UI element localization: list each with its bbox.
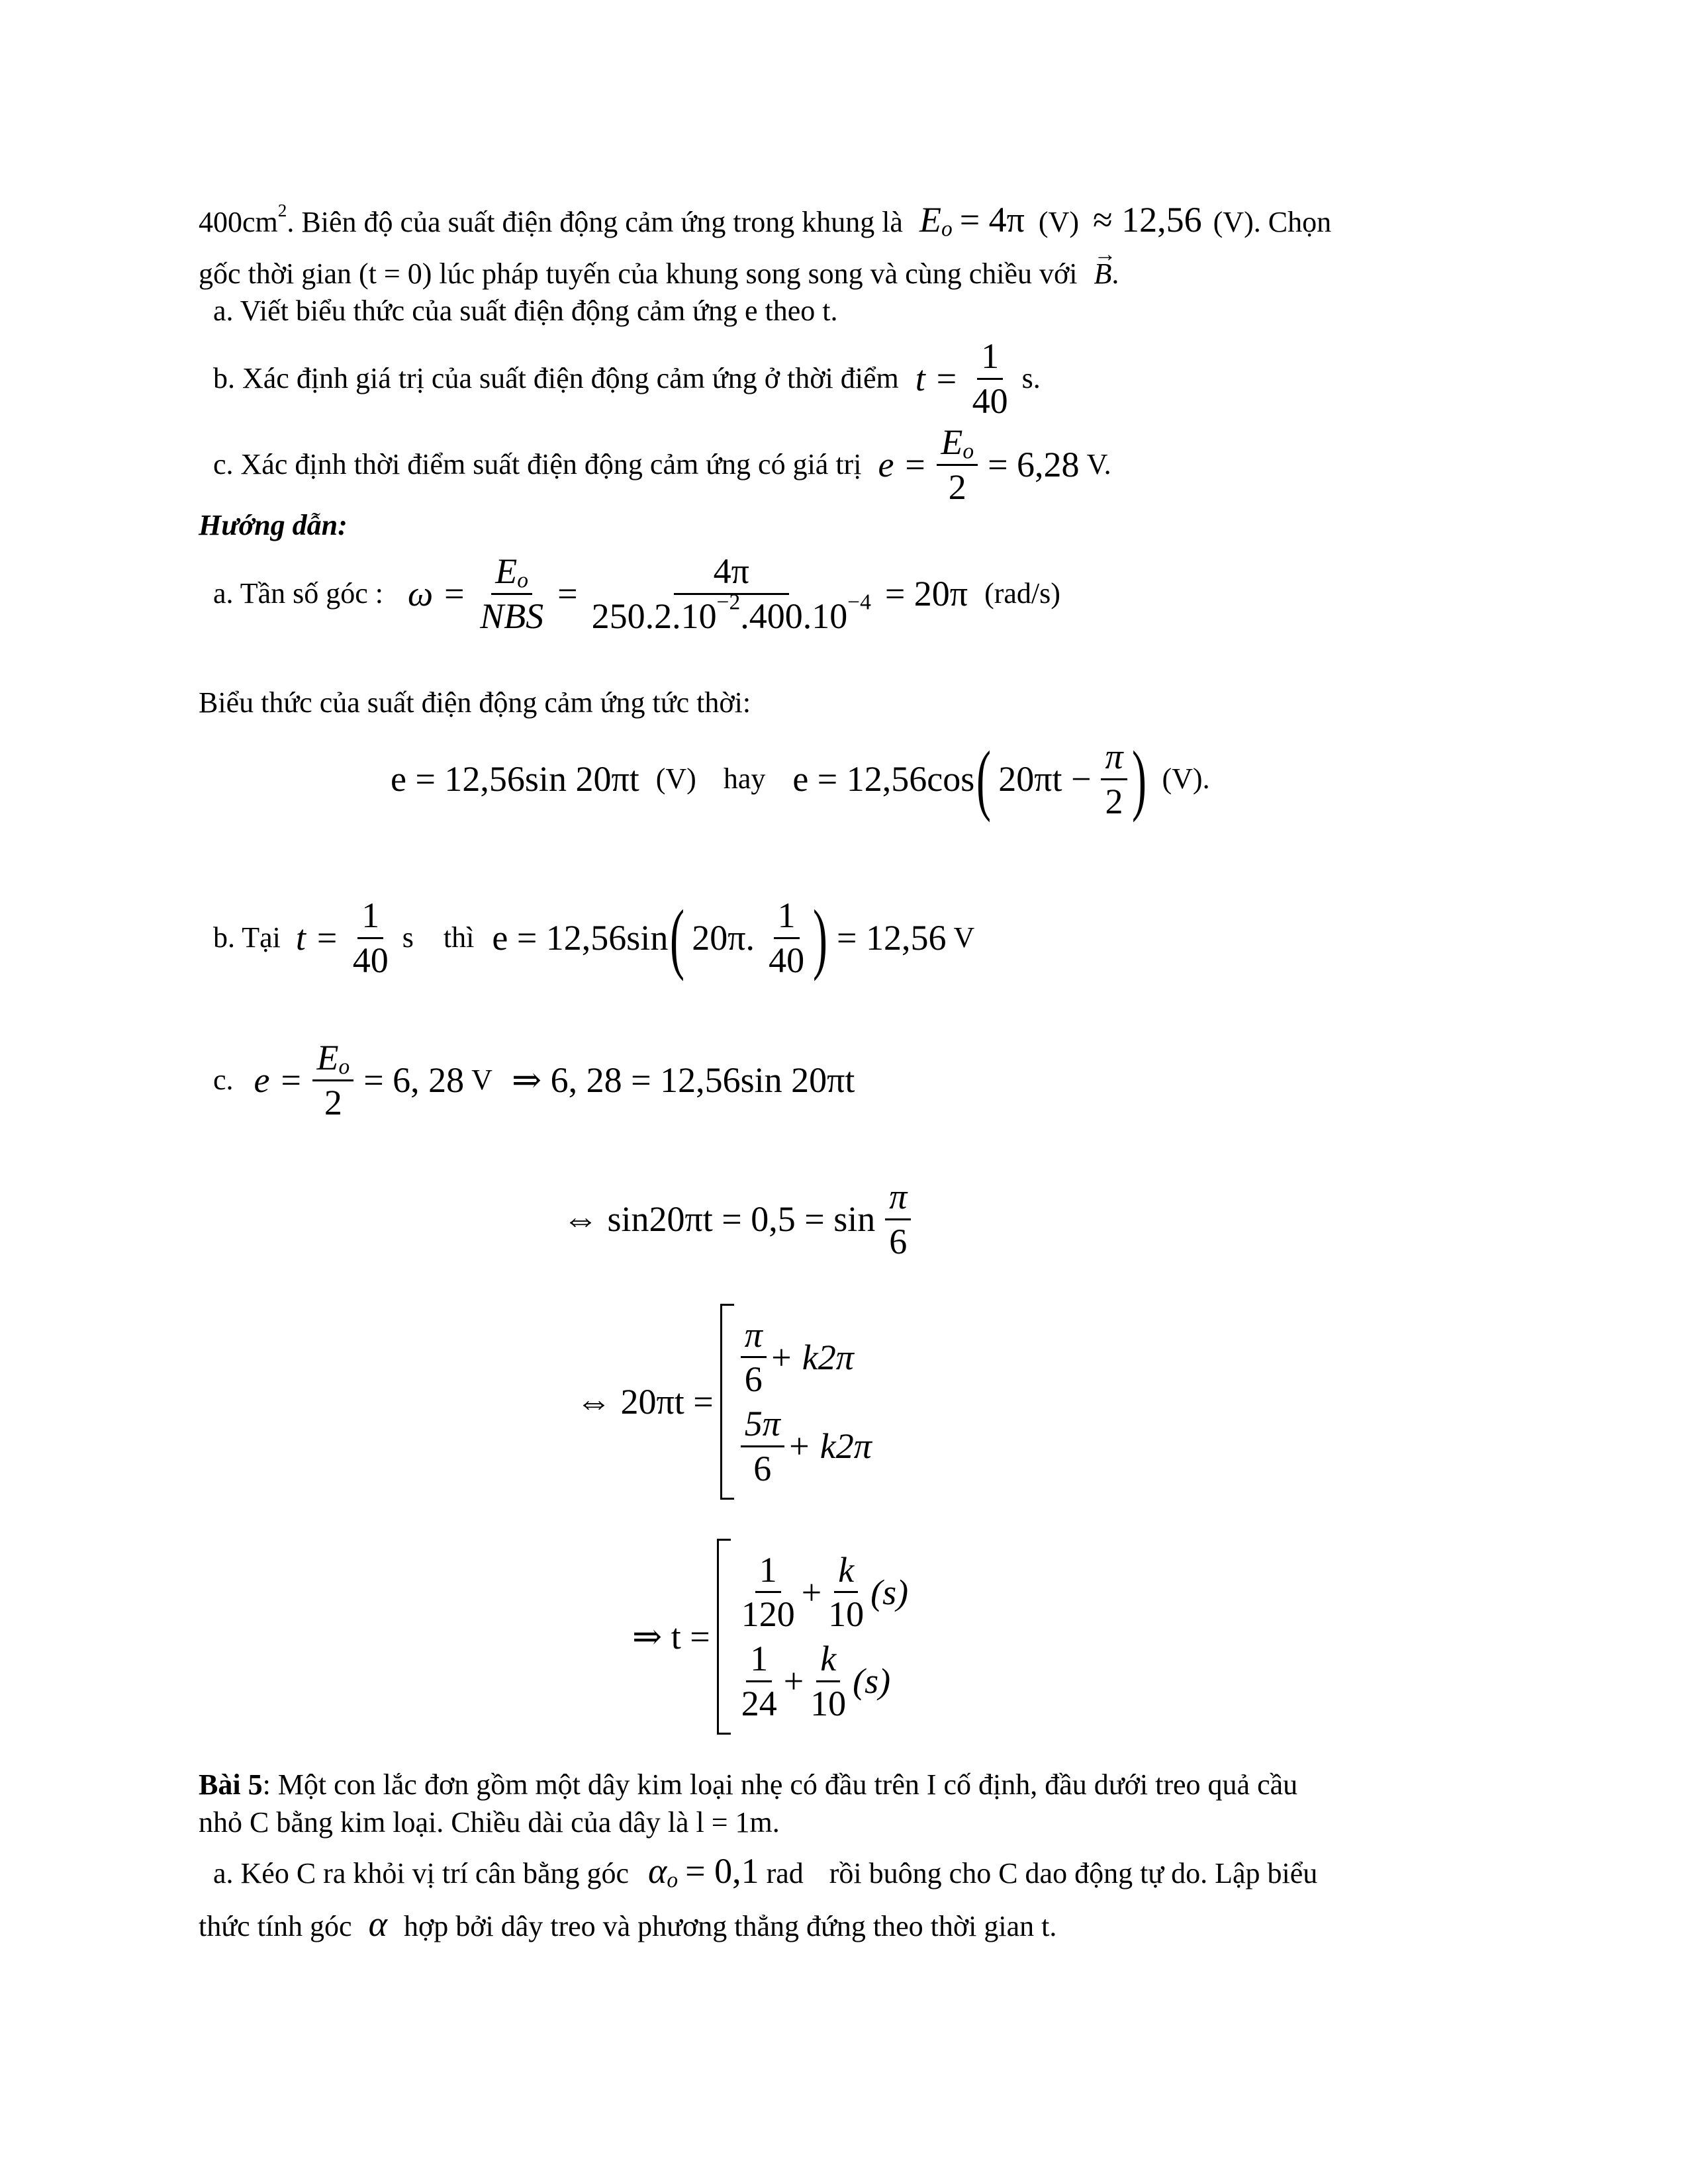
intro-line-1: [199, 200, 1332, 242]
question-c-unit: V.: [1086, 448, 1111, 481]
expression-cos-fraction: $\frac{\pi}{2}$: [1101, 738, 1127, 820]
omega-fraction-1: $\frac{E_o}{\text{NBS}}$: [480, 551, 544, 636]
question-c-fraction: $\frac{E_o}{2}$: [937, 424, 978, 506]
intro-line-2: [199, 242, 1119, 290]
guide-b-inner-fraction: $\frac{1}{40}$: [769, 895, 805, 980]
guide-heading: Hướng dẫn:: [199, 509, 348, 541]
guide-c-var: e =: [254, 1060, 303, 1101]
question-a: [213, 296, 838, 326]
bai5-last-pre: thức tính góc: [199, 1910, 352, 1942]
intro-text-2: gốc thời gian (t = 0) lúc pháp tuyến của khung song song và cùng chiều với: [199, 257, 1078, 290]
vector-b: → B: [1094, 242, 1117, 290]
guide-b-thi: thì: [443, 921, 475, 954]
paren-close: ): [1131, 735, 1147, 823]
bai5-a-text: a. Kéo C ra khỏi vị trí cân bằng góc: [213, 1857, 630, 1889]
question-c-text: c. Xác định thời điểm suất điện động cảm ứng có giá trị: [213, 448, 862, 481]
guide-b-result: = 12,56: [837, 918, 947, 958]
system2-row-1: $\frac{1}{120}$ + $\frac{k}{10}$ (s): [741, 1549, 909, 1635]
question-b-text: b. Xác định giá trị của suất điện động cảm ứng ở thời điểm: [213, 362, 899, 395]
bai5-last-line: [199, 1906, 1056, 1942]
guide-a-label: a. Tần số góc :: [213, 577, 384, 610]
question-c-value: = 6,28: [988, 445, 1080, 485]
sin-equation: ⇔ sin20πt = 0,5 = sin: [563, 1199, 876, 1240]
expression-cos-unit: (V).: [1162, 762, 1210, 796]
system1-lhs: ⇔ 20πt =: [576, 1382, 714, 1422]
guide-c-value: = 6, 28: [363, 1060, 465, 1101]
guide-b-arg: 20π.: [692, 918, 755, 958]
question-a-text: a. Viết biểu thức của suất điện động cảm ứng e theo t.: [213, 295, 838, 327]
guide-c-implication: ⇒ 6, 28 = 12,56sin 20πt: [511, 1060, 855, 1101]
area-exponent: 2: [277, 200, 287, 220]
question-c-var: e =: [878, 445, 927, 485]
alpha-o-symbol: $\alpha_o$: [648, 1851, 679, 1893]
bai5-text-1: : Một con lắc đơn gồm một dây kim loại nhẹ có đầu trên I cố định, đầu dưới treo quả cầu: [262, 1768, 1298, 1801]
system2-row-2: $\frac{1}{24}$ + $\frac{k}{10}$ (s): [741, 1639, 891, 1723]
guide-c-label: c.: [213, 1064, 234, 1097]
bai5-line-1: [199, 1770, 1297, 1799]
alpha-o-value: = 0,1: [685, 1851, 759, 1891]
expression-label: Biểu thức của suất điện động cảm ứng tức thời:: [199, 686, 751, 719]
guide-c-line2: [563, 1178, 914, 1260]
question-b-var: t =: [915, 359, 959, 399]
intro-period: .: [1111, 257, 1119, 290]
guide-b: [213, 893, 975, 982]
system1-row-1: $\frac{\pi}{6}$ + k2π: [738, 1316, 872, 1398]
intro-text-1: . Biên độ của suất điện động cảm ứng trong khung là: [287, 206, 903, 238]
bai5-text-2: nhỏ C bằng kim loại. Chiều dài của dây là l = 1m.: [199, 1806, 780, 1839]
expression-row: [391, 735, 1210, 823]
system1-row-2: $\frac{5\pi}{6}$ + k2π: [738, 1405, 872, 1487]
omega-symbol: ω =: [408, 574, 467, 614]
paren-open-b: (: [670, 893, 685, 982]
unit-v-1: (V): [1038, 206, 1080, 238]
bai5-last-rest: hợp bởi dây treo và phương thẳng đứng theo thời gian t.: [403, 1910, 1057, 1942]
expression-sin-unit: (V): [655, 762, 696, 796]
guide-b-fraction: $\frac{1}{40}$: [352, 895, 389, 980]
bai5-line-2: [199, 1808, 780, 1837]
omega-fraction-2: $\frac{4\pi}{250.2.10^{-2}.400.10^{-4}}$: [591, 551, 871, 636]
system2-lhs: ⇒ t =: [632, 1617, 710, 1657]
guide-b-unit: s: [402, 921, 414, 954]
question-c: [213, 424, 1111, 506]
guide-c-line3: [576, 1304, 872, 1500]
alpha-symbol: α: [368, 1904, 387, 1944]
omega-equals: =: [557, 574, 578, 614]
guide-c-line4: [632, 1539, 908, 1735]
bai5-label: Bài 5: [199, 1768, 263, 1801]
guide-b-label: b. Tại: [213, 921, 281, 954]
unit-v-2: (V). Chọn: [1213, 206, 1332, 238]
omega-unit: (rad/s): [984, 577, 1060, 610]
approx-value: ≈ 12,56: [1093, 200, 1202, 240]
guide-c: [213, 1039, 855, 1121]
guide-c-unit: V: [471, 1064, 492, 1097]
guide-b-var: t =: [295, 918, 339, 958]
eo-symbol: $E_o$: [919, 200, 953, 242]
system1-bracket: [720, 1304, 734, 1500]
eo-equals: = 4π: [959, 200, 1025, 240]
alpha-o-unit: rad: [766, 1857, 804, 1889]
bai5-question-a: [213, 1851, 1318, 1893]
expression-sin: e = 12,56sin 20πt: [391, 759, 639, 799]
question-b: [213, 338, 1041, 420]
question-b-fraction: $\frac{1}{40}$: [972, 336, 1008, 421]
expression-hay: hay: [723, 762, 766, 796]
sin-pi6-fraction: $\frac{\pi}{6}$: [885, 1178, 911, 1260]
guide-b-result-unit: V: [953, 921, 975, 954]
area-value: 400cm: [199, 206, 278, 238]
bai5-a-rest: rồi buông cho C dao động tự do. Lập biểu: [829, 1857, 1318, 1889]
question-b-unit: s.: [1021, 362, 1041, 395]
paren-close-b: ): [813, 893, 828, 982]
expression-cos: e = 12,56cos: [792, 759, 975, 799]
omega-result: = 20π: [884, 574, 968, 614]
guide-b-expr: e = 12,56sin: [492, 918, 669, 958]
expression-cos-arg: 20πt −: [998, 759, 1092, 799]
guide-a-omega: [213, 553, 1060, 635]
paren-open: (: [976, 735, 992, 823]
system2-bracket: [717, 1539, 731, 1735]
guide-c-fraction: $\frac{E_o}{2}$: [312, 1039, 353, 1121]
